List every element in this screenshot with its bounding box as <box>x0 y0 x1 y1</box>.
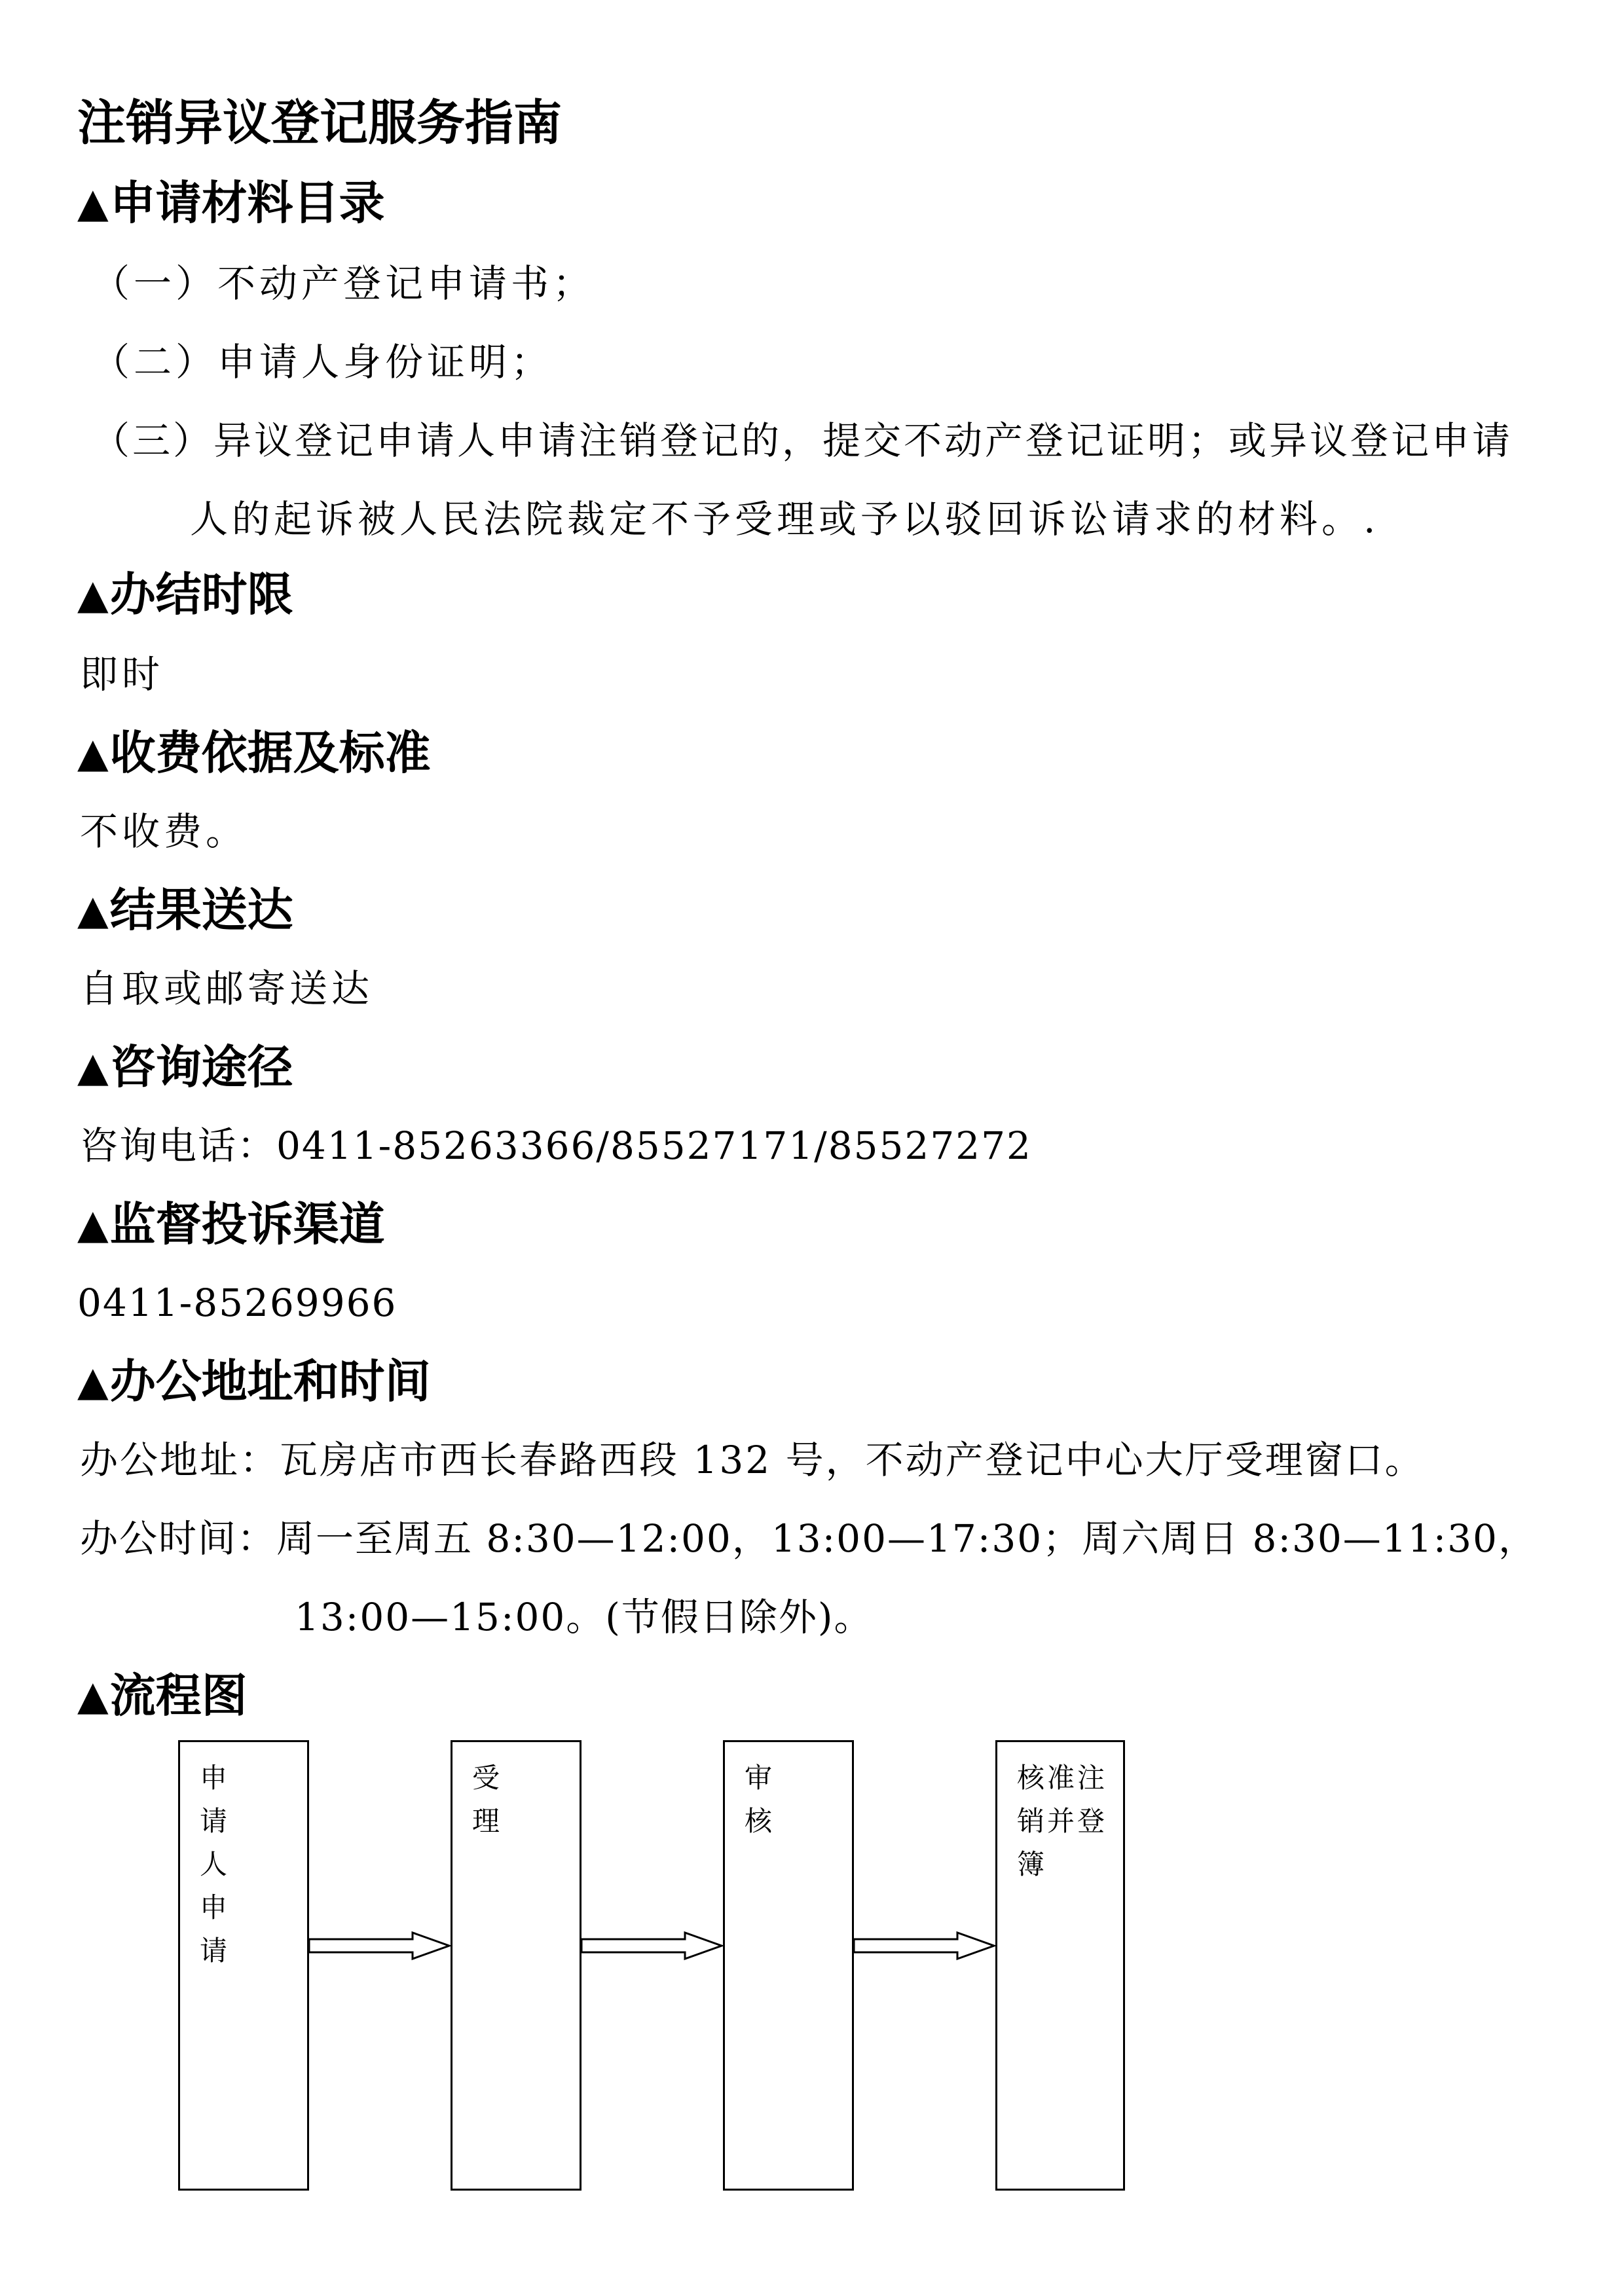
materials-item-3: （三）异议登记申请人申请注销登记的，提交不动产登记证明；或异议登记申请 <box>92 418 1513 463</box>
flow-step-apply-label: 申 请 人 申 请 <box>200 1762 231 1967</box>
triangle-icon: ▲ <box>77 1200 109 1248</box>
arrow-2 <box>581 1933 722 1959</box>
materials-item-1: （一）不动产登记申请书； <box>92 261 595 306</box>
flow-step-apply <box>178 1740 309 2191</box>
heading-fees <box>77 721 431 784</box>
heading-complaint-label: 监督投诉渠道 <box>109 1197 385 1251</box>
flow-step-accept <box>451 1740 581 2191</box>
flow-step-approve-label: 核准注 销并登 簿 <box>1017 1762 1108 1880</box>
complaint-text: 0411-85269966 <box>77 1281 397 1325</box>
triangle-icon: ▲ <box>77 1671 109 1719</box>
flow-step-review <box>723 1740 854 2191</box>
page-title: 注销异议登记服务指南 <box>77 95 562 151</box>
arrow-3 <box>854 1933 994 1959</box>
heading-consult-label: 咨询途径 <box>109 1040 293 1094</box>
office-hours-1: 办公时间：周一至周五 8:30—12:00，13:00—17:30；周六周日 8:30—11:30， <box>80 1516 1538 1561</box>
materials-item-2: （二）申请人身份证明； <box>92 340 553 384</box>
office-hours-2: 13:00—15:00。(节假日除外)。 <box>295 1595 874 1639</box>
heading-flowchart-label: 流程图 <box>109 1669 248 1722</box>
triangle-icon: ▲ <box>77 179 109 227</box>
office-address: 办公地址：瓦房店市西长春路西段 132 号，不动产登记中心大厅受理窗口。 <box>80 1438 1425 1482</box>
triangle-icon: ▲ <box>77 1043 109 1091</box>
heading-time-limit <box>77 563 293 626</box>
fees-text: 不收费。 <box>80 809 248 854</box>
flow-step-review-label: 审 核 <box>745 1762 775 1837</box>
heading-time-limit-label: 办结时限 <box>109 568 293 621</box>
heading-delivery <box>77 879 293 941</box>
triangle-icon: ▲ <box>77 570 109 618</box>
arrow-1 <box>309 1933 449 1959</box>
flow-step-approve <box>995 1740 1125 2191</box>
time-limit-text: 即时 <box>80 652 164 697</box>
heading-complaint <box>77 1193 385 1256</box>
heading-fees-label: 收费依据及标准 <box>109 726 431 780</box>
triangle-icon: ▲ <box>77 886 109 934</box>
materials-item-3-cont: 人的起诉被人民法院裁定不予受理或予以驳回诉讼请求的材料。. <box>190 497 1380 541</box>
flow-step-accept-label: 受 理 <box>472 1762 503 1837</box>
heading-office <box>77 1350 431 1413</box>
triangle-icon: ▲ <box>77 1357 109 1405</box>
triangle-icon: ▲ <box>77 729 109 776</box>
heading-materials-label: 申请材料目录 <box>109 176 385 230</box>
heading-consult <box>77 1036 293 1099</box>
heading-office-label: 办公地址和时间 <box>109 1355 431 1408</box>
heading-delivery-label: 结果送达 <box>109 883 293 937</box>
heading-flowchart <box>77 1664 248 1727</box>
consult-text: 咨询电话：0411-85263366/85527171/85527272 <box>80 1123 1032 1168</box>
delivery-text: 自取或邮寄送达 <box>80 966 374 1011</box>
heading-materials <box>77 172 385 234</box>
